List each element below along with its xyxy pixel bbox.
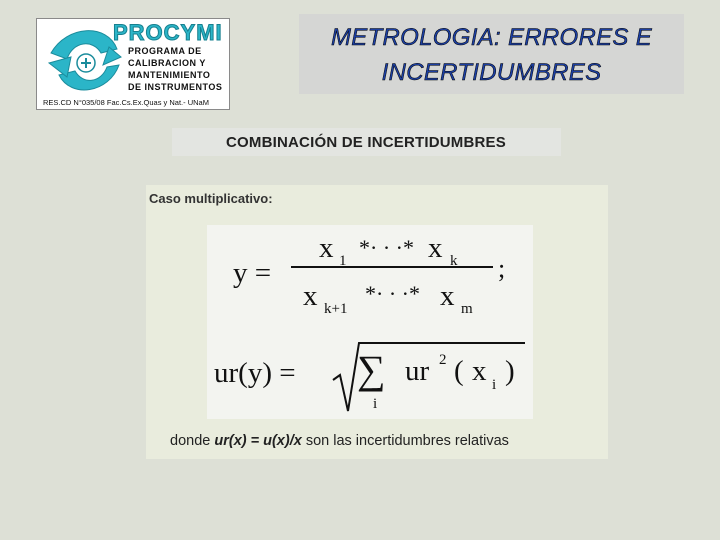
slide-title-line-2: INCERTIDUMBRES [381,59,602,86]
formula-graphic [207,225,533,419]
den-x: x [303,280,318,312]
logo-brand-name: PROCYMI [113,20,223,45]
logo-line-4: DE INSTRUMENTOS [128,82,223,92]
num-xk: x [428,232,443,264]
caption-eq: = [246,433,264,449]
paren-close: ) [505,355,515,387]
den-xm: x [440,280,455,312]
den-ops: *· · ·* [365,281,420,306]
ur-lhs: ur(y) = [214,357,296,389]
section-header [172,128,561,156]
ur-term: ur [405,355,430,387]
caption-prefix: donde [170,433,215,449]
paren-open: ( [454,355,464,387]
num-subk: k [450,253,458,269]
den-sub: k+1 [324,301,348,317]
xi-sub: i [492,377,497,393]
logo-line-3: MANTENIMIENTO [128,70,211,80]
caption-term-ur: ur(x) [214,433,247,449]
ur-exp: 2 [439,352,447,368]
logo-footer: RES.CD N°035/08 Fac.Cs.Ex.Quas y Nat.- UNaM [43,98,209,107]
formula-box [207,225,533,419]
caption-suffix: son las incertidumbres relativas [301,433,509,449]
formula-caption [170,433,509,449]
num-sub1: 1 [339,253,347,269]
xi-x: x [472,355,487,387]
sigma-icon: ∑ [357,347,386,392]
den-subm: m [461,301,473,317]
section-heading: COMBINACIÓN DE INCERTIDUMBRES [226,134,506,151]
y-lhs: y = [233,257,272,289]
logo-line-1: PROGRAMA DE [128,46,202,56]
num-x1: x [319,232,334,264]
formula-panel [146,185,608,459]
logo-line-2: CALIBRACION Y [128,58,206,68]
slide-title [299,14,684,94]
caption-term-ux: u(x)/x [263,433,302,449]
case-label: Caso multiplicativo: [149,191,273,206]
num-ops: *· · ·* [359,235,414,260]
sigma-sub: i [373,396,378,412]
slide-title-line-1: METROLOGIA: ERRORES E [330,24,653,51]
procymi-logo [36,18,230,110]
semicolon: ; [498,254,506,283]
